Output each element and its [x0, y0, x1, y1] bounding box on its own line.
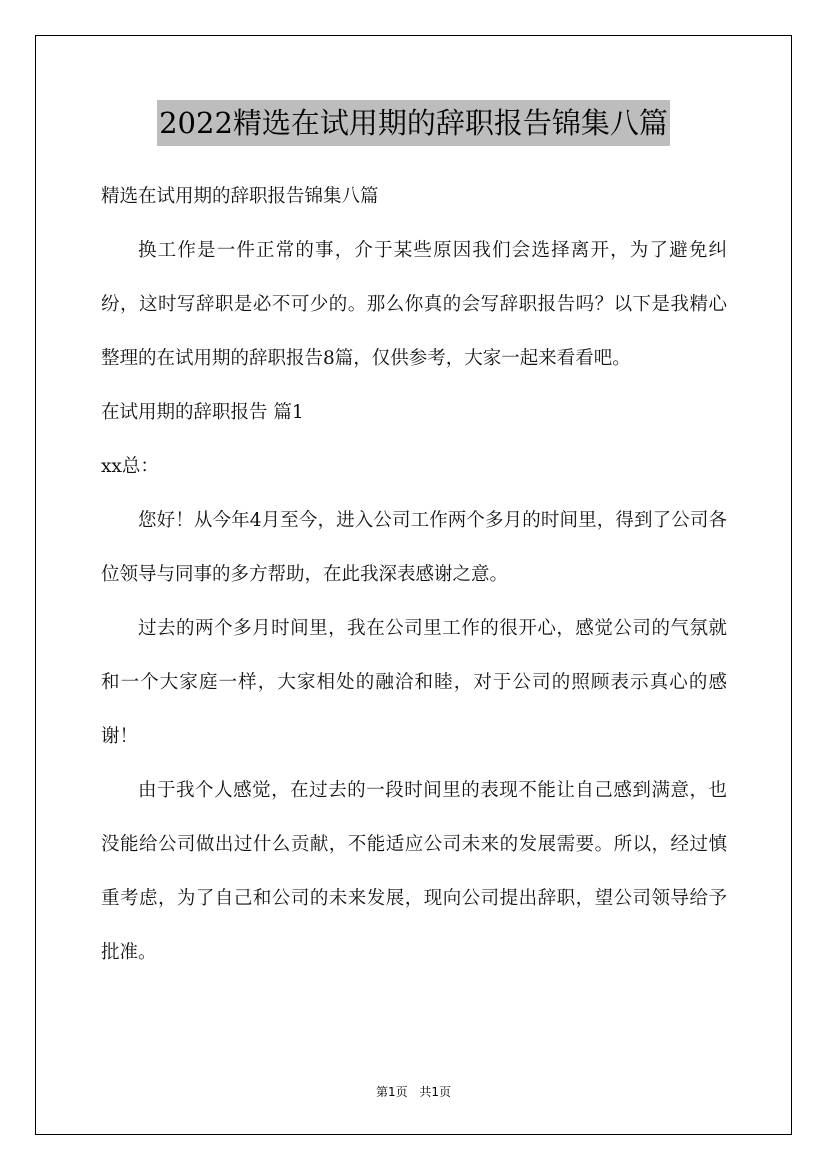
document-body: [101, 170, 727, 980]
intro-paragraph: 换工作是一件正常的事，介于某些原因我们会选择离开，为了避免纠纷，这时写辞职是必不可少的。那么你真的会写辞职报告吗？以下是我精心整理的在试用期的辞职报告8篇，仅供参考，大家一起来看看吧。: [101, 240, 727, 369]
title-wrapper: [0, 100, 827, 146]
page-footer: [0, 1083, 827, 1100]
salutation: xx总：: [101, 456, 159, 477]
body-paragraph-3: 由于我个人感觉，在过去的一段时间里的表现不能让自己感到满意，也没能给公司做出过什么贡献，不能适应公司未来的发展需要。所以，经过慎重考虑，为了自己和公司的未来发展，现向公司提出辞职，望公司领导给予批准。: [101, 780, 727, 963]
body-paragraph-2: 过去的两个多月时间里，我在公司里工作的很开心，感觉公司的气氛就和一个大家庭一样，大家相处的融洽和睦，对于公司的照顾表示真心的感谢！: [101, 618, 727, 747]
document-title: 2022精选在试用期的辞职报告锦集八篇: [157, 100, 670, 146]
page-number-current: 第1页: [375, 1085, 408, 1099]
document-subtitle: 精选在试用期的辞职报告锦集八篇: [101, 186, 379, 207]
body-paragraph-1: 您好！从今年4月至今，进入公司工作两个多月的时间里，得到了公司各位领导与同事的多方帮助，在此我深表感谢之意。: [101, 510, 727, 585]
section-heading: 在试用期的辞职报告 篇1: [101, 402, 304, 423]
page-number-total: 共1页: [419, 1085, 452, 1099]
